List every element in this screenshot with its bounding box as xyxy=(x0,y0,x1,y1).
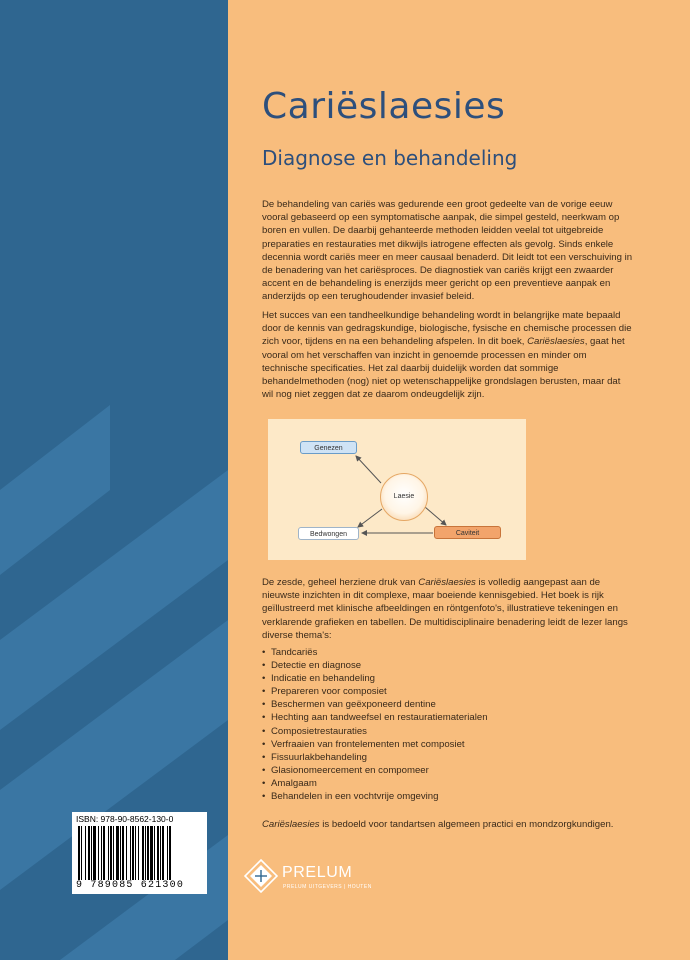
list-item: • Amalgaam xyxy=(262,777,488,790)
caviteit-box: Caviteit xyxy=(434,526,501,539)
list-item: • Verfraaien van frontelementen met composiet xyxy=(262,738,488,751)
laesie-circle: Laesie xyxy=(380,473,428,521)
barcode-bar xyxy=(120,826,121,880)
barcode-bar xyxy=(93,826,96,880)
list-item: • Tandcariës xyxy=(262,646,488,659)
list-item: • Hechting aan tandweefsel en restauratiematerialen xyxy=(262,711,488,724)
book-title: Cariëslaesies xyxy=(262,86,506,127)
barcode-bar xyxy=(85,826,86,880)
book-title-inline: Cariëslaesies xyxy=(262,819,320,830)
barcode-bar xyxy=(78,826,80,880)
barcode-bar xyxy=(147,826,149,880)
list-item: • Glasionomeercement en compomeer xyxy=(262,764,488,777)
barcode-bar xyxy=(130,826,131,880)
barcode-bar xyxy=(91,826,92,880)
isbn-digits: 9 789085 621300 xyxy=(76,880,185,891)
barcode-bar xyxy=(103,826,105,880)
prelum-logo-icon xyxy=(244,859,278,893)
book-title-inline: Cariëslaesies xyxy=(418,577,476,588)
list-item: • Composietrestauraties xyxy=(262,725,488,738)
barcode-bar xyxy=(162,826,164,880)
audience-paragraph xyxy=(262,818,634,831)
barcode-bar xyxy=(142,826,144,880)
publisher-name: PRELUM xyxy=(282,864,353,881)
barcode-bar xyxy=(150,826,153,880)
intro-paragraph: De behandeling van cariës was gedurende een groot gedeelte van de vorige eeuw vooral gebaseerd op een symptomatische aanpak, die simpel gesteld, neerkwam op boren en vullen. De daarbij gehanteerde methoden leidden veelal tot uitgebreide preparaties en restauraties met dikwijls iatrogene effecten als gevolg. Sinds enkele decennia wordt cariës meer en meer causaal benaderd. Dit leidt tot een verschuiving in de benadering van het cariësproces. De diagnostiek van cariës krijgt een zwaarder accent en de behandeling is enerzijds meer gericht op een preventieve aanpak en anderzijds op een terughoudender invasief beleid. xyxy=(262,199,633,303)
barcode-bar xyxy=(116,826,119,880)
list-item: • Prepareren voor composiet xyxy=(262,685,488,698)
barcode-bar xyxy=(145,826,146,880)
third-paragraph-part-a: De zesde, geheel herziene druk van xyxy=(262,577,419,588)
barcode-bar xyxy=(169,826,171,880)
genezen-box: Genezen xyxy=(300,441,357,454)
book-title-inline: Cariëslaesies xyxy=(527,336,585,348)
bedwongen-box: Bedwongen xyxy=(298,527,359,540)
third-paragraph-part-b: is volledig aangepast aan de nieuwste inzichten in dit complexe, maar boeiende kennisgebied. Het boek is rijk geïllustreerd met klinische afbeeldingen en röntgenfoto's, illustratieve tekeningen en verklarende grafieken en tabellen. De multidisciplinaire benadering leidt de lezer langs diverse thema's: xyxy=(262,577,628,641)
barcode-bar xyxy=(126,826,127,880)
barcode-bar xyxy=(101,826,102,880)
barcode-bar xyxy=(122,826,124,880)
barcode-bar xyxy=(113,826,114,880)
barcode-bar xyxy=(98,826,99,880)
barcode-bar xyxy=(160,826,161,880)
barcode xyxy=(76,826,203,880)
list-item: • Detectie en diagnose xyxy=(262,659,488,672)
barcode-bar xyxy=(154,826,155,880)
publisher-tagline: PRELUM UITGEVERS | HOUTEN xyxy=(283,884,372,890)
barcode-bar xyxy=(167,826,168,880)
second-paragraph-part-a: Het succes van een tandheelkundige behandeling wordt in belangrijke mate bepaald door de kennis van gedragskundige, biologische, fysische en chemische processen die zich voor, tijdens en na een behandeling afspelen. In dit boek, xyxy=(262,310,632,348)
barcode-bar xyxy=(88,826,90,880)
audience-text: is bedoeld voor tandartsen algemeen practici en mondzorgkundigen. xyxy=(319,819,614,830)
book-subtitle: Diagnose en behandeling xyxy=(262,146,518,170)
isbn-label: ISBN: 978-90-8562-130-0 xyxy=(76,814,174,824)
third-paragraph xyxy=(262,576,634,642)
barcode-bar xyxy=(108,826,109,880)
barcode-bar xyxy=(135,826,136,880)
barcode-bar xyxy=(157,826,159,880)
list-item: • Behandelen in een vochtvrije omgeving xyxy=(262,790,488,803)
list-item: • Indicatie en behandeling xyxy=(262,672,488,685)
caries-process-diagram xyxy=(268,419,526,560)
themes-list xyxy=(262,646,488,803)
second-paragraph-part-b: , gaat het vooral om het verschaffen van inzicht in genoemde processen en minder om technische specificaties. Het zal daarbij duidelijk worden dat sommige behandelmethoden (nog) niet op wetenschappelijke grondslagen berusten, maar dat wil nog niet zeggen dat ze daarom ondeugdelijk zijn. xyxy=(262,336,625,401)
list-item: • Fissuurlakbehandeling xyxy=(262,751,488,764)
list-item: • Beschermen van geëxponeerd dentine xyxy=(262,698,488,711)
second-paragraph xyxy=(262,309,634,401)
barcode-bar xyxy=(81,826,82,880)
barcode-bar xyxy=(132,826,134,880)
barcode-bar xyxy=(110,826,112,880)
isbn-barcode-box xyxy=(72,812,207,894)
barcode-bar xyxy=(138,826,139,880)
